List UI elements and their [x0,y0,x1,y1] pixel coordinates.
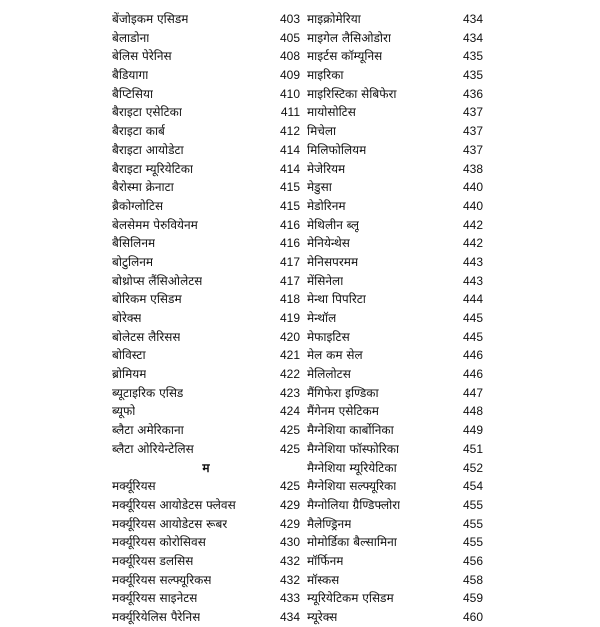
index-page-number: 437 [462,124,483,139]
index-term: बेलसेमम पेरुवियेनम [112,217,198,232]
index-entry [112,47,300,66]
index-term: म्यूरियेटिकम एसिडम [307,591,394,606]
index-term: मेजेरियम [307,161,346,176]
index-entry [307,533,483,552]
index-page-number: 429 [279,497,300,512]
index-page-number: 420 [279,329,300,344]
index-entry [112,253,300,272]
index-term: मर्क्यूरियस आयोडेटस रूबर [112,516,228,531]
index-page-number: 412 [279,124,300,139]
index-term: मॉर्फिनम [307,553,344,568]
index-entry [112,346,300,365]
index-term: मर्क्यूरियस साइनेटस [112,591,198,606]
index-entry [307,421,483,440]
index-page-number: 455 [462,516,483,531]
index-entry [307,29,483,48]
index-term: मेडुसा [307,180,332,195]
index-term: बैसिलिनम [112,236,156,251]
index-entry [307,216,483,235]
index-term: मेन्था पिपरिटा [307,292,366,307]
index-entry [307,160,483,179]
index-page-number: 434 [462,30,483,45]
index-entry [112,234,300,253]
index-page-number: 410 [279,86,300,101]
index-entry [112,384,300,403]
index-page-number: 417 [279,254,300,269]
index-page-number: 418 [279,292,300,307]
index-page-number: 442 [462,236,483,251]
index-page-number: 425 [279,423,300,438]
index-entry [112,197,300,216]
index-entry [307,85,483,104]
index-page-number: 422 [279,367,300,382]
index-entry [112,440,300,459]
index-entry [112,309,300,328]
index-entry [112,103,300,122]
index-page-number: 438 [462,161,483,176]
index-entry [112,178,300,197]
index-page-number: 435 [462,68,483,83]
index-term: ब्रोमियम [112,367,147,382]
index-entry [307,10,483,29]
index-page-number: 435 [462,49,483,64]
index-page-number: 436 [462,86,483,101]
index-term: मेन्थॉल [307,311,337,325]
index-term: बोथ्रोप्स लैंसिओलेटस [112,273,203,288]
index-page-number: 458 [462,572,483,587]
index-term: मेंसिनेला [307,273,344,288]
index-term: मेथिलीन ब्लू [307,217,359,232]
index-page-number: 440 [462,198,483,213]
index-entry [112,272,300,291]
index-term: मिचेला [307,124,337,139]
index-entry [307,346,483,365]
index-term: बोटुलिनम [112,254,154,269]
index-term: मैग्नेशिया फॉस्फोरिका [307,441,400,456]
index-page-number: 455 [462,497,483,512]
index-term: माइरिस्टिका सेबिफेरा [307,86,397,101]
index-page-number: 452 [462,460,483,475]
index-entry [112,571,300,590]
index-term: बोलेटस लैरिसस [112,329,181,344]
index-entry [112,421,300,440]
index-entry [112,402,300,421]
index-entry [112,589,300,608]
index-entry [307,459,483,478]
index-entry [307,496,483,515]
index-term: बैराइटा म्यूरियेटिका [112,161,194,176]
index-term: माइरिका [307,68,344,83]
index-page-number: 446 [462,348,483,363]
index-page-number: 440 [462,180,483,195]
index-entry [307,608,483,627]
index-term: म्यूरेक्स [307,610,338,624]
index-entry [112,608,300,627]
index-entry [112,515,300,534]
index-term: मॉस्कस [307,572,340,587]
index-term: मेल कम सेल [307,348,363,363]
index-page-number: 416 [279,217,300,232]
index-term: बेंजोइकम एसिडम [112,12,189,26]
index-term: मर्क्यूरियस कोरोसिवस [112,535,206,550]
index-entry [307,571,483,590]
index-page-number: 430 [279,535,300,550]
index-term: माइर्टस कॉम्यूनिस [307,49,383,64]
index-entry [112,477,300,496]
index-entry [307,122,483,141]
index-term: बोरिकम एसिडम [112,292,182,307]
index-term: बैराइटा आयोडेटा [112,142,184,157]
index-term: मैंगेनम एसेटिकम [307,404,379,419]
index-entry [112,29,300,48]
index-term: ब्यूटाइरिक एसिड [112,385,184,400]
index-entry [307,402,483,421]
index-page-number: 424 [279,404,300,419]
index-entry [307,234,483,253]
index-term: मेनिसपरमम [307,254,359,269]
index-page-number: 446 [462,367,483,382]
index-page-number: 448 [462,404,483,419]
index-page-number: 421 [279,348,300,363]
index-entry [112,141,300,160]
index-entry [307,272,483,291]
index-page-number: 437 [462,105,483,120]
index-page-number: 409 [279,68,300,83]
index-entry [307,328,483,347]
index-page-number: 403 [279,12,300,26]
index-term: बेलिस पेरेनिस [112,49,172,64]
index-page-number: 417 [279,273,300,288]
index-entry [307,477,483,496]
index-term: बैप्टिसिया [112,86,154,101]
index-term: माइगेल लैसिओडोरा [307,30,392,45]
index-entry [307,589,483,608]
index-term: बोरेक्स [112,311,142,325]
index-page-number: 432 [279,572,300,587]
index-entry [112,10,300,29]
index-term: ब्यूफो [112,404,136,419]
index-column-right [307,10,483,627]
index-entry [112,160,300,179]
index-page-number: 415 [279,180,300,195]
index-page-number: 455 [462,535,483,550]
index-page-number: 411 [280,105,300,120]
index-page-number: 425 [279,441,300,456]
index-page-number: 414 [279,142,300,157]
index-term: माइक्रोमेरिया [307,12,361,26]
index-term: बैराइटा एसेटिका [112,105,182,120]
index-entry [112,533,300,552]
index-page-number: 416 [279,236,300,251]
index-term: मर्क्यूरियस आयोडेटस फ्लेवस [112,497,236,512]
index-term: मायोसोटिस [307,105,356,120]
index-page-number: 429 [279,516,300,531]
index-column-left [112,10,300,627]
index-page-number: 432 [279,553,300,568]
index-term: बैरोस्मा क्रेनाटा [112,180,174,195]
index-page-number: 443 [462,254,483,269]
index-page-number: 415 [279,198,300,213]
index-term: मैलेण्ड्रिनम [307,516,352,531]
index-page-number: 419 [279,311,300,325]
index-entry [307,103,483,122]
index-page-number: 449 [462,423,483,438]
index-entry [112,365,300,384]
index-term: बैराइटा कार्ब [112,124,165,139]
index-term: मर्क्यूरियस सल्फ्यूरिकस [112,572,212,587]
index-term: मैग्नेशिया कार्बोनिका [307,423,394,438]
index-entry [307,309,483,328]
index-entry [307,365,483,384]
index-term: मर्क्यूरियस डलसिस [112,553,194,568]
index-page-number: 434 [279,610,300,624]
index-term: ब्रैकोग्लोटिस [112,198,164,213]
index-entry [307,197,483,216]
index-page-number: 437 [462,142,483,157]
index-entry [112,552,300,571]
index-term: ब्लैटा अमेरिकाना [112,423,184,438]
index-term: मिलिफोलियम [307,142,367,157]
index-term: मेडोरिनम [307,198,346,213]
index-page-number: 423 [279,385,300,400]
index-entry [307,141,483,160]
index-entry [112,85,300,104]
index-entry [112,496,300,515]
index-entry [112,290,300,309]
index-entry [112,122,300,141]
index-entry [307,515,483,534]
index-page-number: 445 [462,311,483,325]
index-page-number: 460 [462,610,483,624]
index-term: ब्लैटा ओरियेन्टेलिस [112,441,194,456]
section-heading: म [202,460,210,475]
index-page-number: 445 [462,329,483,344]
index-entry [307,440,483,459]
index-page-number: 425 [279,479,300,494]
index-entry [307,253,483,272]
index-term: मैग्नेशिया म्यूरियेटिका [307,460,397,475]
index-term: मैंगिफेरा इण्डिका [307,385,379,400]
index-term: बोविस्टा [112,348,146,363]
index-page-number: 456 [462,553,483,568]
index-term: मर्क्यूरियस [112,479,156,494]
index-entry [112,66,300,85]
index-entry [307,178,483,197]
index-page-number: 447 [462,385,483,400]
index-term: मेनियेन्थेस [307,236,350,251]
index-term: मर्क्यूरियेलिस पैरेनिस [112,610,201,624]
index-page-number: 405 [279,30,300,45]
index-entry [307,47,483,66]
index-page-number: 442 [462,217,483,232]
index-page-number: 433 [279,591,300,606]
index-page-number: 434 [462,12,483,26]
index-term: मेफाइटिस [307,329,350,344]
index-term: मोमोर्डिका बैल्सामिना [307,535,397,550]
index-term: बेलाडोना [112,30,150,45]
index-page-number: 459 [462,591,483,606]
index-term: मैग्नोलिया ग्रैण्डिफ्लोरा [307,497,401,512]
index-term: बैडियागा [112,68,149,83]
index-term: मैग्नेशिया सल्फ्यूरिका [307,479,397,494]
index-page-number: 408 [279,49,300,64]
index-page-number: 414 [279,161,300,176]
index-page-number: 454 [462,479,483,494]
index-page-number: 443 [462,273,483,288]
index-entry [307,290,483,309]
index-entry [307,552,483,571]
index-entry [112,328,300,347]
index-term: मेलिलोटस [307,367,351,382]
index-page-number: 451 [462,441,483,456]
index-entry [307,384,483,403]
index-entry [112,216,300,235]
index-entry [307,66,483,85]
index-page-number: 444 [462,292,483,307]
